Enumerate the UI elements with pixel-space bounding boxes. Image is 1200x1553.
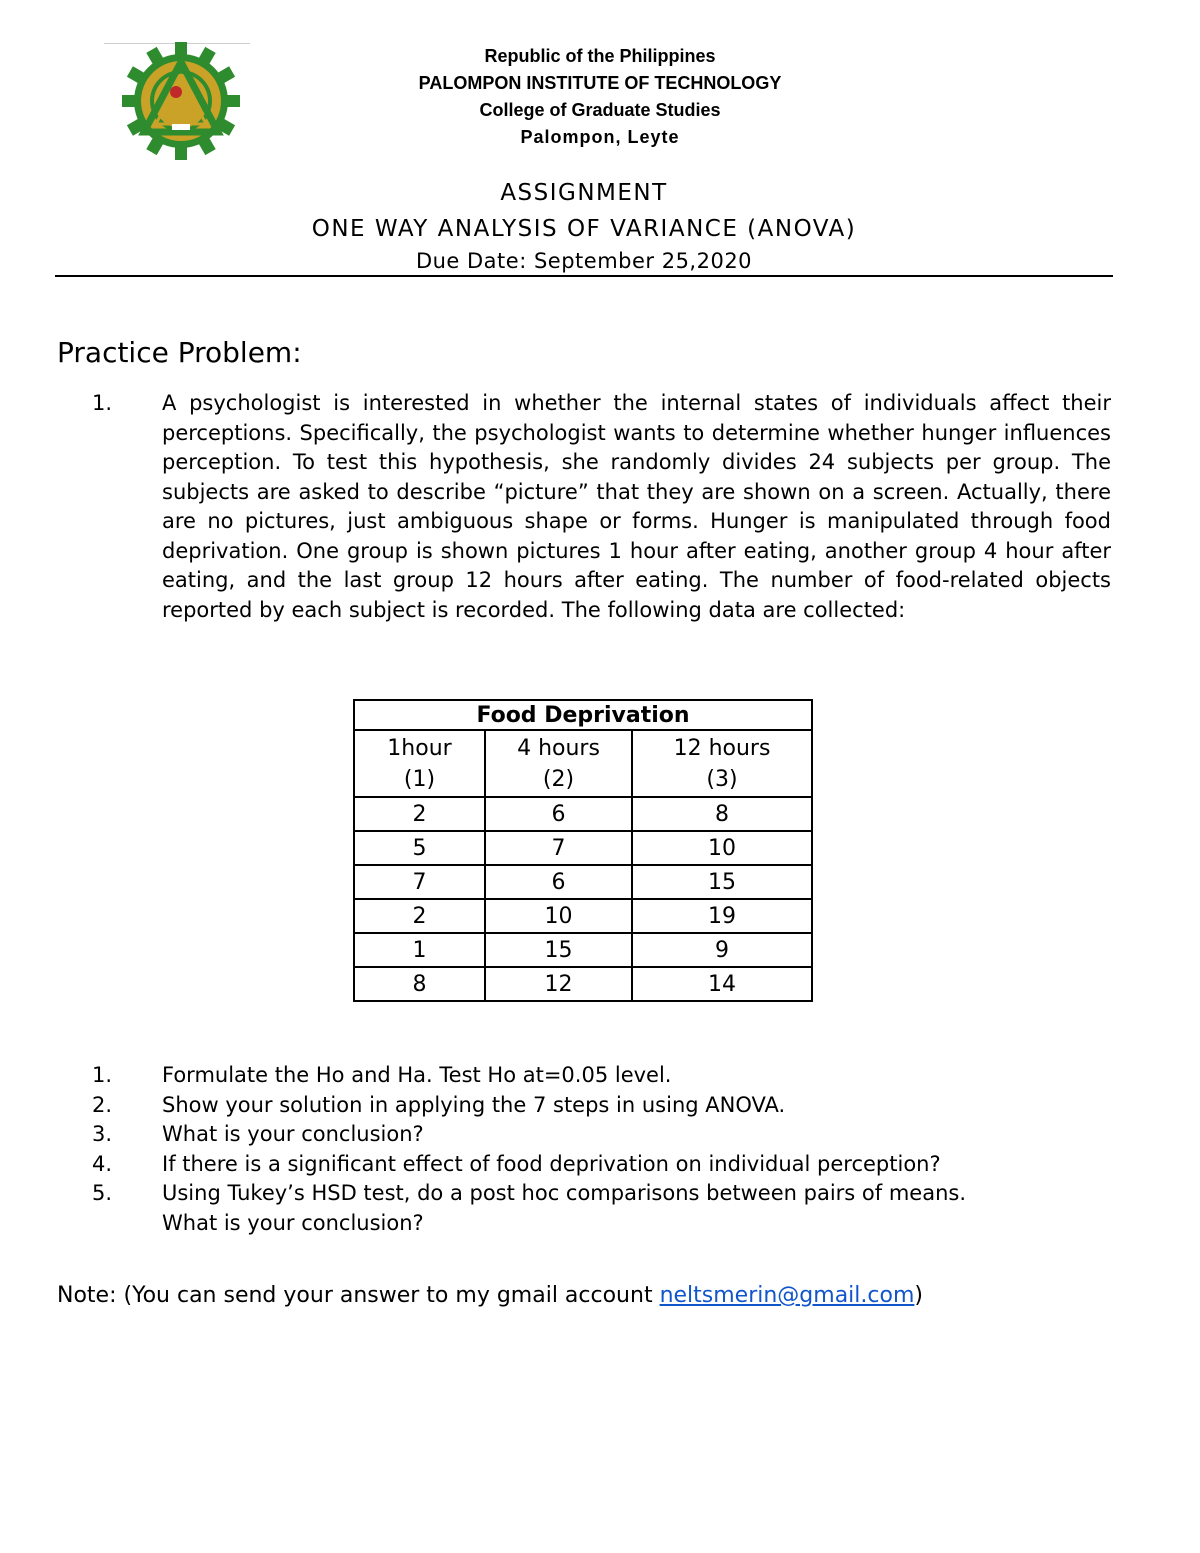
table-cell: 2 (354, 899, 485, 933)
header-location: Palompon, Leyte (520, 127, 680, 147)
table-row (354, 831, 812, 865)
table-cell: 12 (485, 967, 632, 1001)
table-row (354, 899, 812, 933)
due-date: Due Date: September 25,2020 (415, 249, 753, 273)
note-prefix: Note: (You can send your answer to my gmail account (57, 1283, 660, 1308)
table-cell: 1 (354, 933, 485, 967)
question-number: 1. (92, 1063, 113, 1087)
question-number: 3. (92, 1122, 113, 1146)
table-cell: 10 (485, 899, 632, 933)
table-cell: 9 (632, 933, 812, 967)
table-cell: 6 (485, 865, 632, 899)
table-cell: 8 (632, 797, 812, 831)
table-cell: 15 (485, 933, 632, 967)
header-college: College of Graduate Studies (479, 100, 721, 120)
table-row (354, 967, 812, 1001)
table-caption: Food Deprivation (354, 700, 812, 730)
assignment-subtitle: ONE WAY ANALYSIS OF VARIANCE (ANOVA) (311, 216, 857, 242)
table-row (354, 933, 812, 967)
table-cell: 7 (485, 831, 632, 865)
column-header: 1hour (1) (354, 730, 485, 797)
table-cell: 7 (354, 865, 485, 899)
header-republic: Republic of the Philippines (484, 46, 716, 66)
question-text: Formulate the Ho and Ha. Test Ho at=0.05 level. (162, 1063, 672, 1087)
problem-number: 1. (92, 391, 113, 415)
table-cell: 10 (632, 831, 812, 865)
table-cell: 5 (354, 831, 485, 865)
section-title: Practice Problem: (57, 336, 302, 369)
assignment-title: ASSIGNMENT (500, 180, 668, 206)
question-text: If there is a significant effect of food deprivation on individual perception? (162, 1152, 941, 1176)
table-row (354, 797, 812, 831)
email-link[interactable]: neltsmerin@gmail.com (659, 1283, 915, 1308)
question-text: Show your solution in applying the 7 steps in using ANOVA. (162, 1093, 786, 1117)
question-text: Using Tukey’s HSD test, do a post hoc comparisons between pairs of means. (162, 1181, 966, 1205)
table-cell: 15 (632, 865, 812, 899)
table-cell: 8 (354, 967, 485, 1001)
problem-text: A psychologist is interested in whether the internal states of individuals affect their perceptions. Specifically, the psychologist wants to determine whether hunger influences perception. To test this hypothesis, she randomly divides 24 subjects per group. The subjects are asked to describe “picture” that they are shown on a screen. Actually, there are no pictures, just ambiguous shape or forms. Hunger is manipulated through food deprivation. One group is shown pictures 1 hour after eating, another group 4 hour after eating, and the last group 12 hours after eating. The number of food-related objects reported by each subject is recorded. The following data are collected: (162, 391, 1111, 622)
question-text: What is your conclusion? (162, 1211, 424, 1235)
title-divider (55, 275, 1113, 277)
table-cell: 2 (354, 797, 485, 831)
question-number: 5. (92, 1181, 113, 1205)
header-institute: PALOMPON INSTITUTE OF TECHNOLOGY (418, 73, 782, 93)
column-header: 12 hours (3) (632, 730, 812, 797)
table-cell: 14 (632, 967, 812, 1001)
note-suffix: ) (914, 1283, 923, 1308)
question-number: 2. (92, 1093, 113, 1117)
table-cell: 6 (485, 797, 632, 831)
question-number: 4. (92, 1152, 113, 1176)
question-text: What is your conclusion? (162, 1122, 424, 1146)
food-deprivation-table (353, 699, 813, 1002)
table-row (354, 865, 812, 899)
table-cell: 19 (632, 899, 812, 933)
column-header: 4 hours (2) (485, 730, 632, 797)
note (57, 1283, 923, 1308)
